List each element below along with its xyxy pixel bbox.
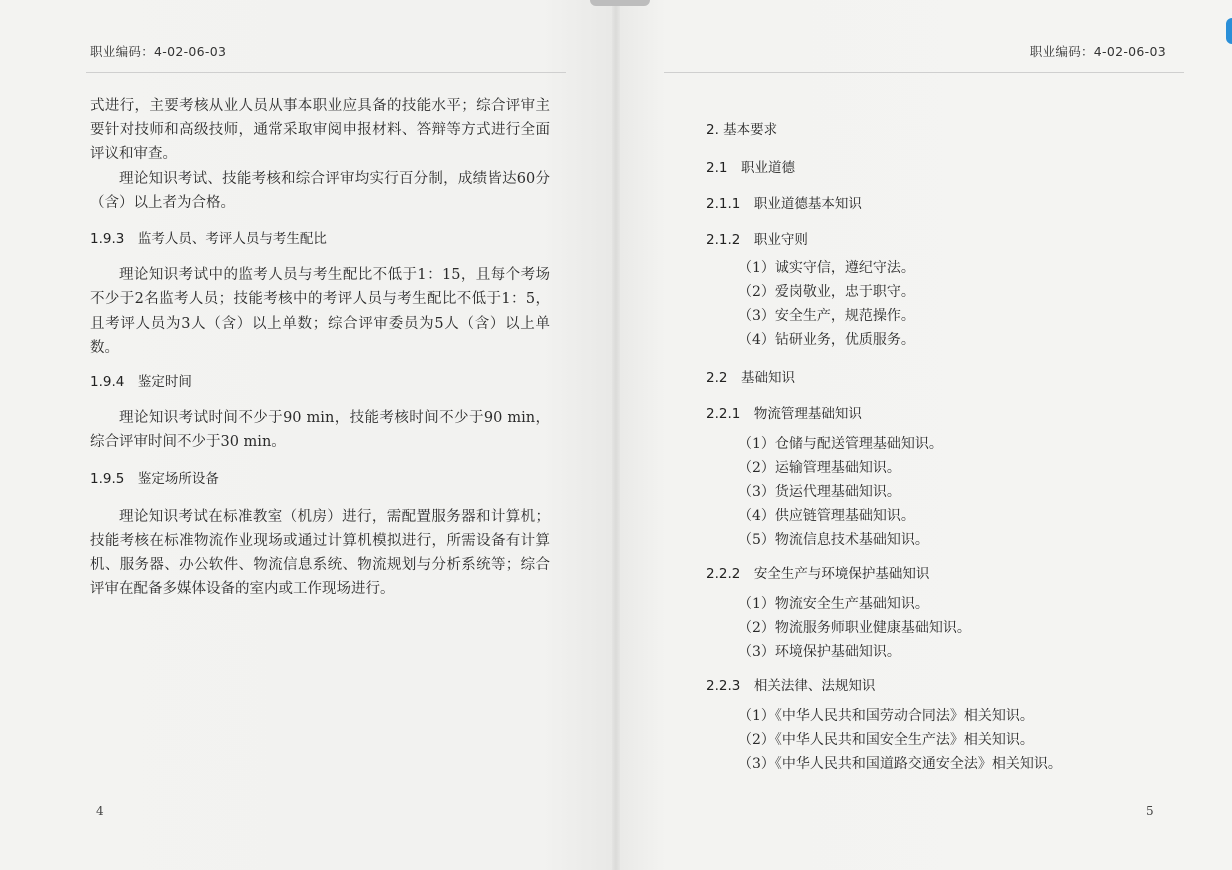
- section-heading-1-9-5: 1.9.5 鉴定场所设备: [90, 470, 219, 487]
- left-body: [90, 94, 550, 602]
- header-rule-right: [664, 72, 1184, 73]
- list-item: （1）物流安全生产基础知识。: [738, 596, 929, 612]
- list-item: （3）安全生产，规范操作。: [738, 308, 915, 324]
- binding-shadow-mark: [590, 0, 650, 6]
- section-heading-1-9-3: 1.9.3 监考人员、考评人员与考生配比: [90, 231, 327, 248]
- section-heading-2-2-1: 2.2.1 物流管理基础知识: [706, 406, 862, 422]
- chapter-heading-2: 2. 基本要求: [706, 122, 778, 138]
- list-item: （1）仓储与配送管理基础知识。: [738, 436, 943, 452]
- safety-knowledge-list: [706, 592, 1166, 664]
- law-knowledge-list: [706, 704, 1166, 776]
- list-item: （1）诚实守信，遵纪守法。: [738, 260, 915, 276]
- paragraph-venue: 理论知识考试在标准教室（机房）进行，需配置服务器和计算机；技能考核在标准物流作业现场或通过计算机模拟进行，所需设备有计算机、服务器、办公软件、物流信息系统、物流规划与分析系统等；综合评审在配备多媒体设备的室内或工作现场进行。: [90, 508, 550, 598]
- section-heading-2-2-3: 2.2.3 相关法律、法规知识: [706, 678, 876, 694]
- list-item: （4）钻研业务，优质服务。: [738, 332, 915, 348]
- list-item: （2）爱岗敬业，忠于职守。: [738, 284, 915, 300]
- list-item: （1）《中华人民共和国劳动合同法》相关知识。: [738, 708, 1034, 724]
- section-heading-2-1-2: 2.1.2 职业守则: [706, 232, 808, 248]
- list-item: （3）《中华人民共和国道路交通安全法》相关知识。: [738, 756, 1062, 772]
- page-number-right: 5: [1146, 804, 1154, 818]
- code-of-conduct-list: [706, 256, 1166, 352]
- list-item: （4）供应链管理基础知识。: [738, 508, 915, 524]
- paragraph-time: 理论知识考试时间不少于90 min，技能考核时间不少于90 min，综合评审时间不少于30 min。: [90, 410, 550, 451]
- running-header-right: 职业编码：4-02-06-03: [1029, 44, 1166, 59]
- page-number-left: 4: [96, 804, 104, 818]
- section-heading-2-1: 2.1 职业道德: [706, 160, 795, 176]
- header-rule-left: [86, 72, 566, 73]
- section-heading-2-2: 2.2 基础知识: [706, 370, 795, 386]
- section-heading-2-1-1: 2.1.1 职业道德基本知识: [706, 196, 862, 212]
- paragraph-grading: 理论知识考试、技能考核和综合评审均实行百分制，成绩皆达60分（含）以上者为合格。: [90, 170, 550, 211]
- running-header-left: 职业编码：4-02-06-03: [90, 44, 227, 59]
- paragraph-continued: 式进行，主要考核从业人员从事本职业应具备的技能水平；综合评审主要针对技师和高级技师，通常采取审阅申报材料、答辩等方式进行全面评议和审查。: [90, 98, 550, 163]
- edge-tab-mark: [1226, 18, 1232, 44]
- book-gutter: [612, 0, 620, 870]
- section-heading-2-2-2: 2.2.2 安全生产与环境保护基础知识: [706, 566, 930, 582]
- paragraph-ratio: 理论知识考试中的监考人员与考生配比不低于1：15，且每个考场不少于2名监考人员；技能考核中的考评人员与考生配比不低于1：5，且考评人员为3人（含）以上单数；综合评审委员为5人（含）以上单数。: [90, 267, 550, 356]
- list-item: （2）运输管理基础知识。: [738, 460, 901, 476]
- section-heading-1-9-4: 1.9.4 鉴定时间: [90, 374, 192, 391]
- logistics-knowledge-list: [706, 432, 1166, 552]
- right-body: [706, 118, 1166, 776]
- list-item: （3）货运代理基础知识。: [738, 484, 901, 500]
- list-item: （3）环境保护基础知识。: [738, 644, 901, 660]
- list-item: （5）物流信息技术基础知识。: [738, 532, 929, 548]
- list-item: （2）物流服务师职业健康基础知识。: [738, 620, 971, 636]
- list-item: （2）《中华人民共和国安全生产法》相关知识。: [738, 732, 1034, 748]
